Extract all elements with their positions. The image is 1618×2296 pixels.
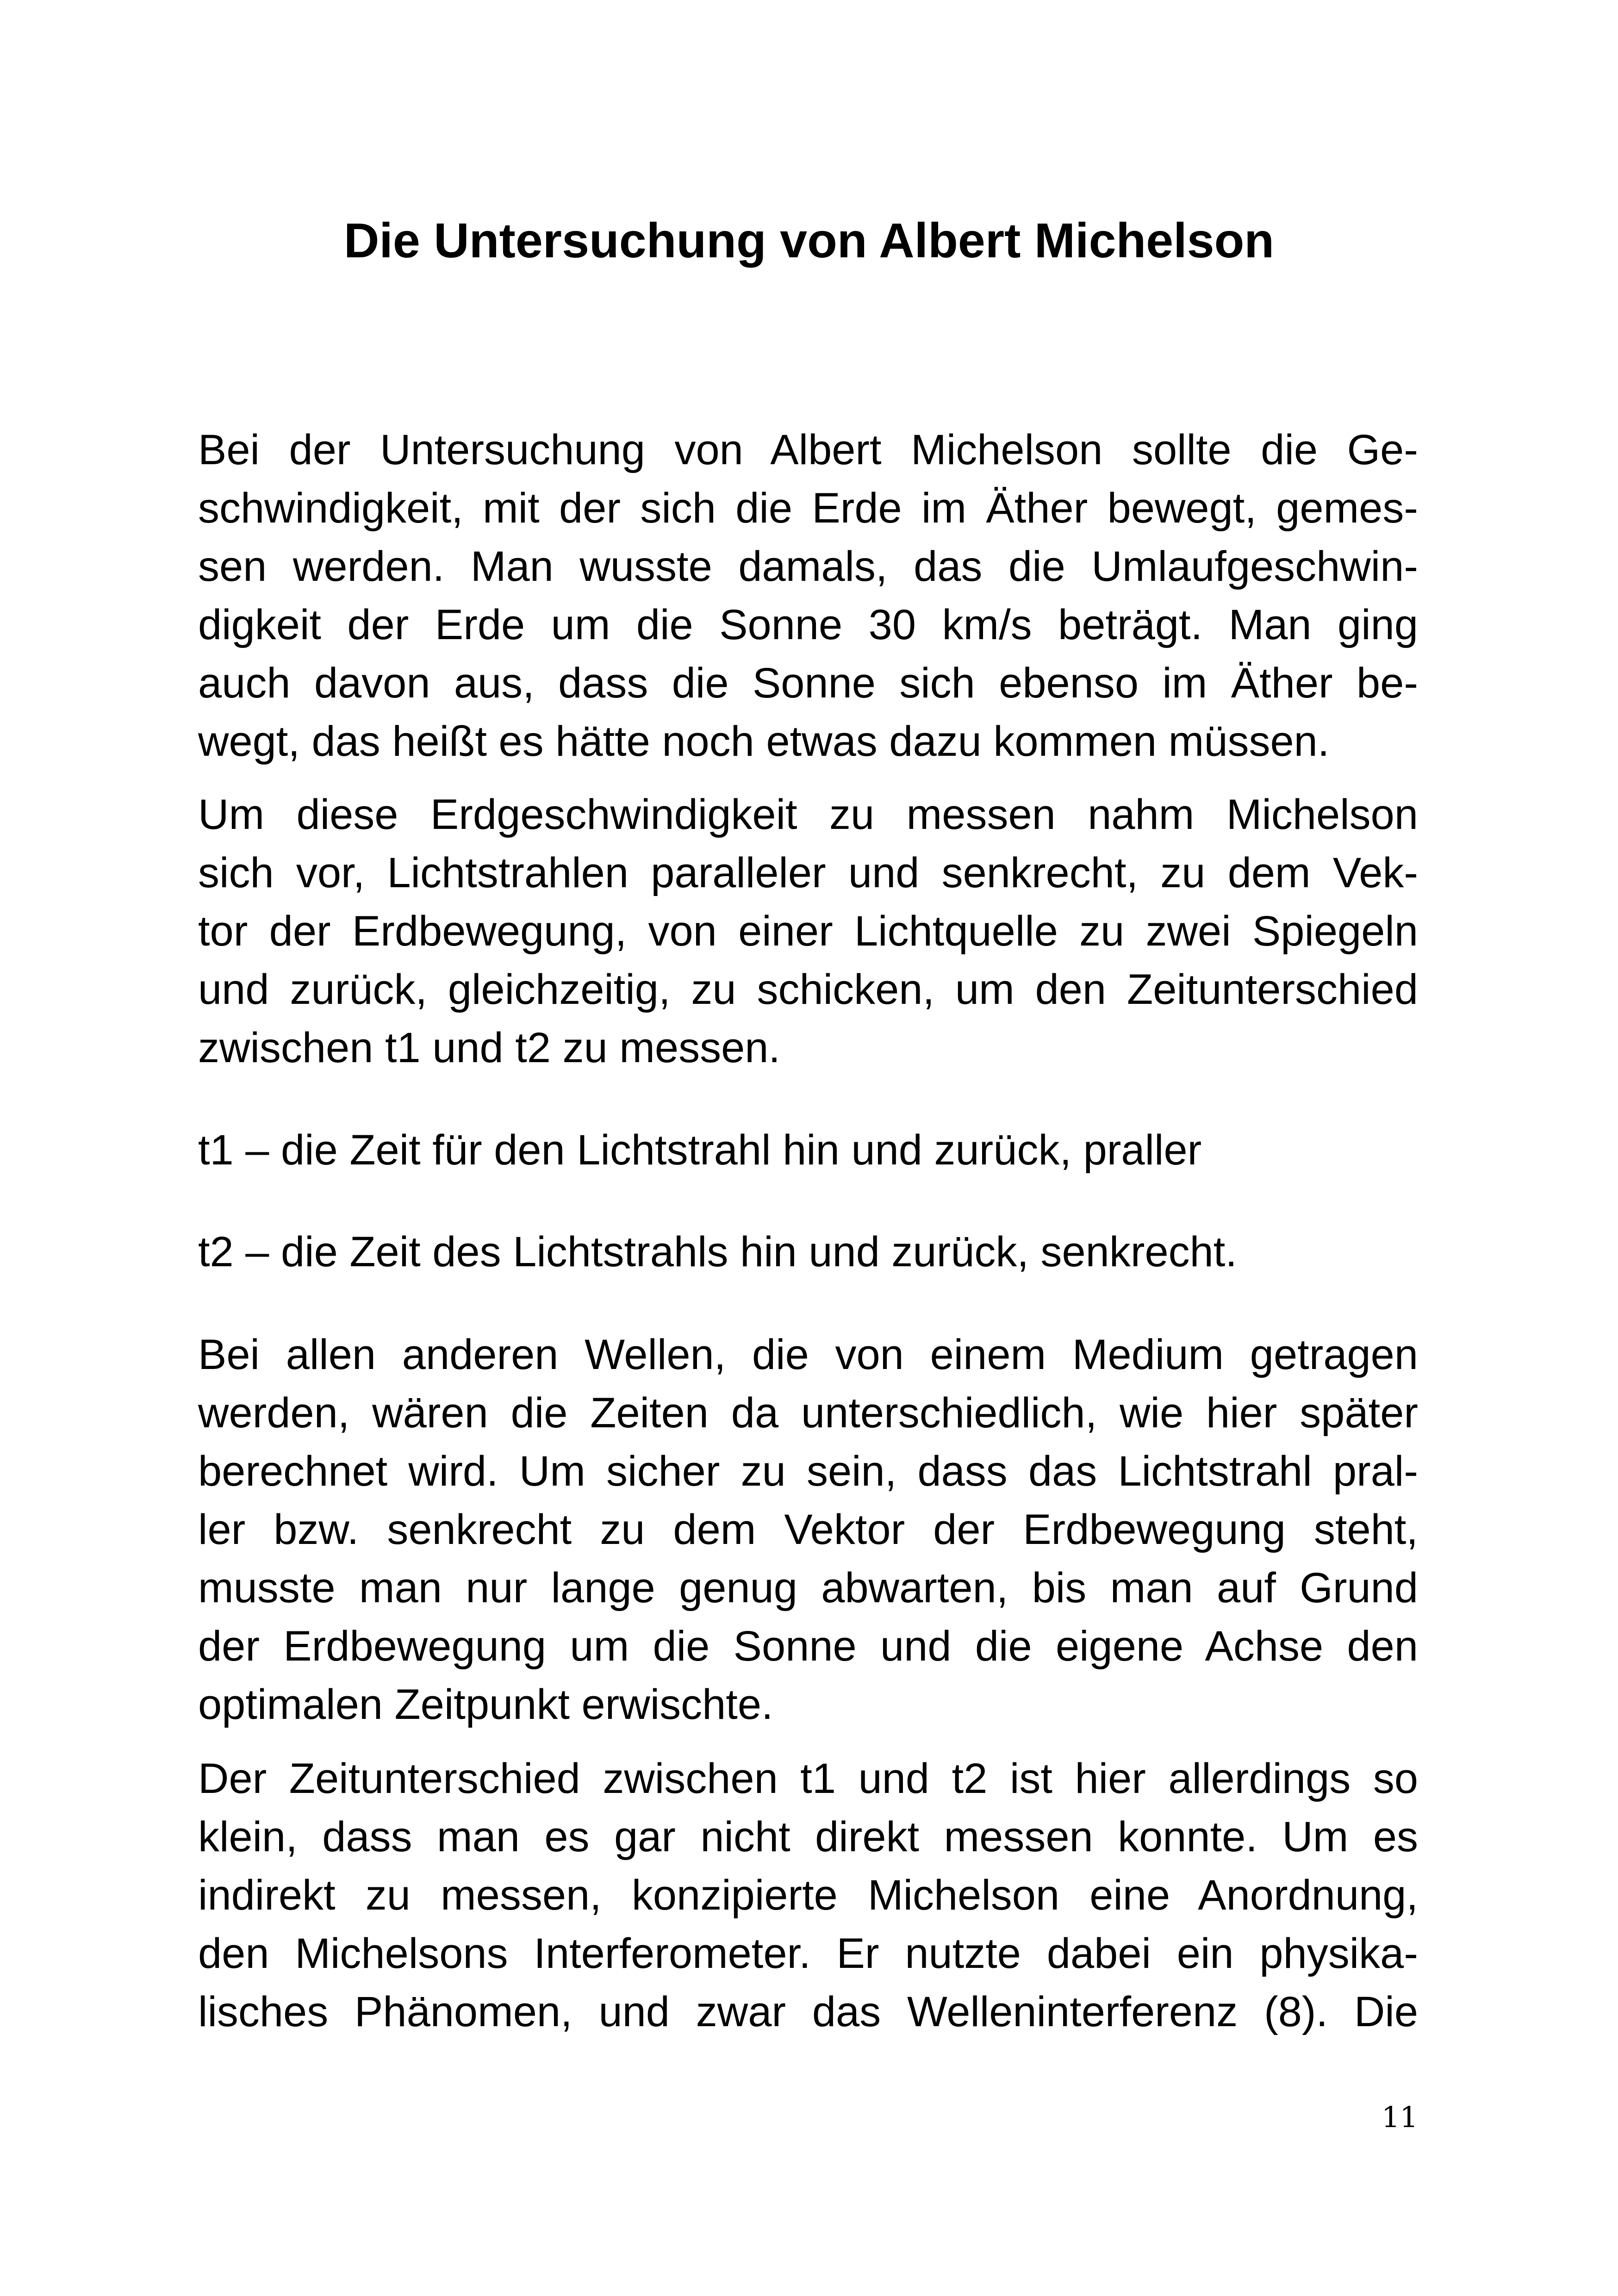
text-line: Bei allen anderen Wellen, die von einem Medium getragen — [198, 1331, 1418, 1378]
text-line: Um diese Erdgeschwindigkeit zu messen nahm Michelson — [198, 791, 1418, 838]
text-line: t2 – die Zeit des Lichtstrahls hin und zurück, senkrecht. — [198, 1228, 1237, 1276]
text-line: berechnet wird. Um sicher zu sein, dass das Lichtstrahl pral- — [198, 1448, 1418, 1495]
text-line: digkeit der Erde um die Sonne 30 km/s beträgt. Man ging — [198, 601, 1418, 648]
text-line: optimalen Zeitpunkt erwischte. — [198, 1681, 773, 1728]
text-line: werden, wären die Zeiten da unterschiedlich, wie hier später — [198, 1389, 1418, 1437]
page-number: 11 — [1382, 2100, 1418, 2134]
text-line: sen werden. Man wusste damals, das die Umlaufgeschwin- — [198, 543, 1418, 590]
text-line: Der Zeitunterschied zwischen t1 und t2 ist hier allerdings so — [198, 1755, 1418, 1802]
text-line: sich vor, Lichtstrahlen paralleler und senkrecht, zu dem Vek- — [198, 849, 1418, 896]
page-title: Die Untersuchung von Albert Michelson — [343, 213, 1275, 268]
text-line: lisches Phänomen, und zwar das Welleninterferenz (8). Die — [198, 1988, 1418, 2035]
text-line: t1 – die Zeit für den Lichtstrahl hin und zurück, praller — [198, 1126, 1202, 1174]
text-line: der Erdbewegung um die Sonne und die eigene Achse den — [198, 1623, 1418, 1670]
text-line: auch davon aus, dass die Sonne sich ebenso im Äther be- — [198, 660, 1418, 707]
text-line: klein, dass man es gar nicht direkt messen konnte. Um es — [198, 1813, 1418, 1860]
text-line: ler bzw. senkrecht zu dem Vektor der Erdbewegung steht, — [198, 1506, 1418, 1553]
text-line: wegt, das heißt es hätte noch etwas dazu kommen müssen. — [198, 718, 1330, 765]
text-line: den Michelsons Interferometer. Er nutzte dabei ein physika- — [198, 1930, 1418, 1977]
text-line: und zurück, gleichzeitig, zu schicken, um den Zeitunterschied — [198, 966, 1418, 1013]
text-line: tor der Erdbewegung, von einer Lichtquelle zu zwei Spiegeln — [198, 908, 1418, 955]
text-line: indirekt zu messen, konzipierte Michelson eine Anordnung, — [198, 1872, 1418, 1919]
text-line: musste man nur lange genug abwarten, bis man auf Grund — [198, 1564, 1418, 1612]
text-line: zwischen t1 und t2 zu messen. — [198, 1024, 780, 1071]
text-line: schwindigkeit, mit der sich die Erde im Äther bewegt, gemes- — [198, 485, 1418, 532]
text-line: Bei der Untersuchung von Albert Michelson sollte die Ge- — [198, 426, 1418, 473]
